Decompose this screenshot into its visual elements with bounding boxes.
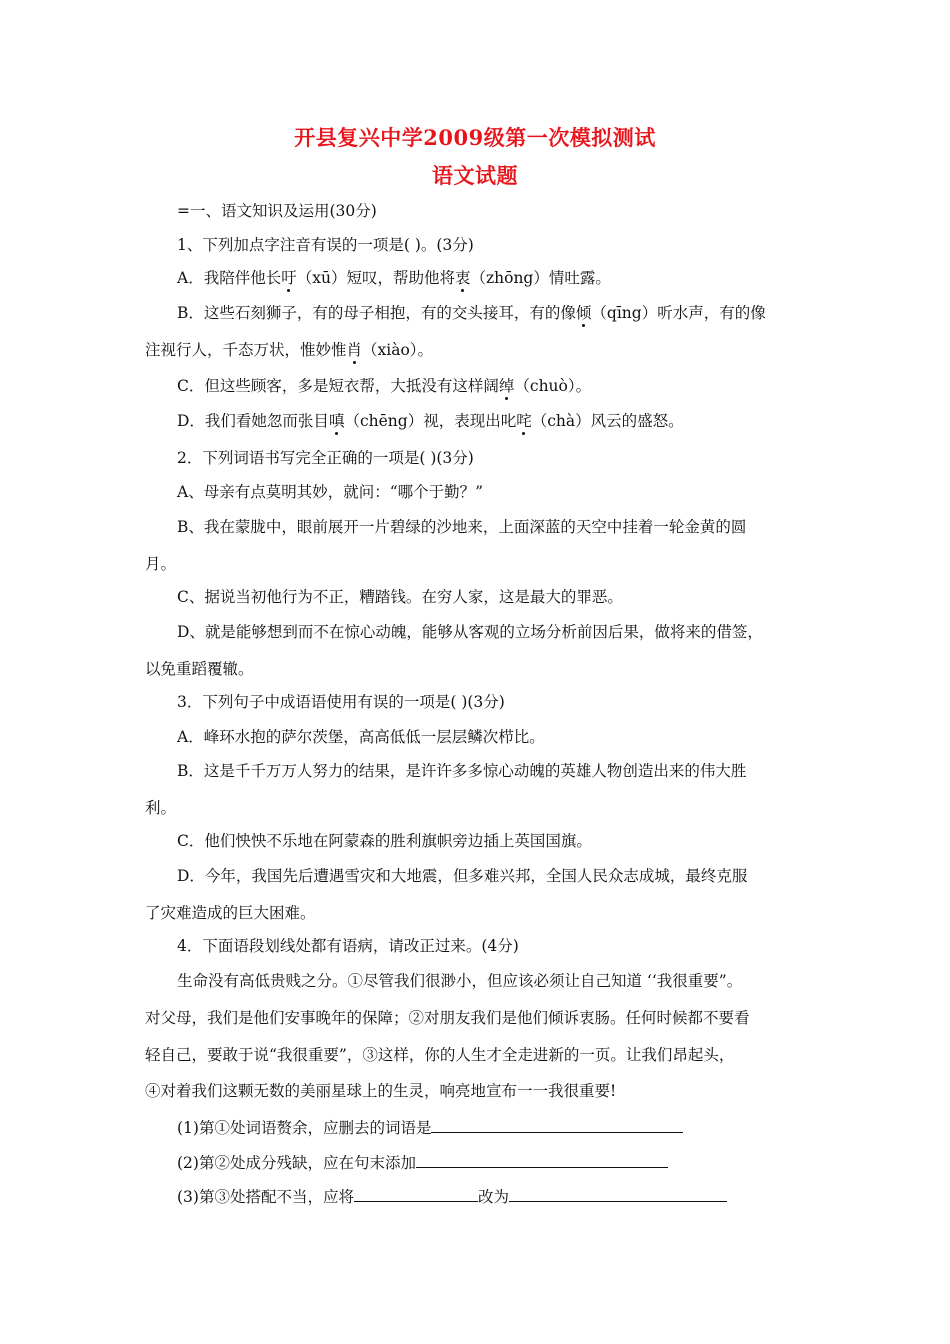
- q1-option-b-line2: 注视行人，千态万状，惟妙惟肖（xiào）。: [145, 341, 434, 359]
- dotted-char: 嗔: [328, 412, 345, 430]
- dotted-char: 肖: [346, 341, 363, 359]
- answer-blank[interactable]: [354, 1185, 478, 1202]
- exam-subtitle: 语文试题: [432, 163, 518, 188]
- q3-option-d-line1: D．今年，我国先后遭遇雪灾和大地震，但多难兴邦，全国人民众志成城，最终克服: [177, 867, 748, 885]
- q4-paragraph-line2: 对父母，我们是他们安事晚年的保障；②对朋友我们是他们倾诉衷肠。任何时候都不要看: [145, 1009, 750, 1027]
- q1-option-d: D．我们看她忽而张目嗔（chēng）视，表现出叱咤（chà）风云的盛怒。: [177, 412, 684, 430]
- q2-option-d-line1: D、就是能够想到而不在惊心动魄，能够从客观的立场分析前因后果，做将来的借签，: [177, 623, 763, 641]
- dotted-char: 咤: [516, 412, 532, 430]
- dotted-char: 绰: [498, 377, 515, 395]
- q4-sub3: (3)第③处搭配不当，应将 改为: [177, 1185, 817, 1207]
- answer-blank[interactable]: [509, 1185, 727, 1202]
- q3-option-b-line1: B．这是千千万万人努力的结果，是许许多多惊心动魄的英雄人物创造出来的伟大胜: [177, 762, 747, 780]
- q2-option-c: C、据说当初他行为不正，糟踏钱。在穷人家，这是最大的罪恶。: [177, 588, 623, 606]
- q4-sub2: (2)第②处成分残缺，应在句末添加: [177, 1151, 817, 1173]
- section-heading: =一、语文知识及运用(30分): [177, 202, 377, 220]
- q1-option-a: A．我陪伴他长吁（xū）短叹，帮助他将衷（zhōng）情吐露。: [177, 269, 611, 287]
- q3-option-a: A．峰环水抱的萨尔茨堡，高高低低一层层鳞次栉比。: [177, 728, 545, 746]
- exam-title: 开县复兴中学2009级第一次模拟测试: [294, 125, 656, 150]
- q4-sub1: (1)第①处词语赘余，应删去的词语是: [177, 1116, 817, 1138]
- dotted-char: 衷: [454, 269, 471, 287]
- q2-option-d-line2: 以免重蹈覆辙。: [145, 660, 254, 678]
- q2-option-b-line2: 月。: [145, 555, 177, 573]
- q2-stem: 2．下列词语书写完全正确的一项是( )(3分): [177, 449, 474, 467]
- q4-paragraph-line1: 生命没有高低贵贱之分。①尽管我们很渺小，但应该必须让自己知道 ‘‘我很重要”。: [177, 972, 743, 990]
- q1-option-b-line1: B．这些石刻狮子，有的母子相抱，有的交头接耳，有的像倾（qīng）听水声，有的像: [177, 304, 766, 322]
- q1-stem: 1、下列加点字注音有误的一项是( )。(3分): [177, 236, 474, 254]
- q1-option-c: C．但这些顾客，多是短衣帮，大抵没有这样阔绰（chuò）。: [177, 377, 592, 395]
- q4-stem: 4．下面语段划线处都有语病，请改正过来。(4分): [177, 937, 519, 955]
- q2-option-a: A、母亲有点莫明其妙，就问：“哪个于勤？”: [177, 483, 484, 501]
- answer-blank[interactable]: [416, 1151, 668, 1168]
- q3-option-c: C．他们怏怏不乐地在阿蒙森的胜利旗帜旁边插上英国国旗。: [177, 832, 592, 850]
- q3-stem: 3．下列句子中成语语使用有误的一项是( )(3分): [177, 693, 505, 711]
- q4-paragraph-line3: 轻自己，要敢于说“我很重要”，③这样，你的人生才全走进新的一页。让我们昂起头，: [145, 1046, 735, 1064]
- q3-option-d-line2: 了灾难造成的巨大困难。: [145, 904, 316, 922]
- q3-option-b-line2: 利。: [145, 799, 177, 817]
- dotted-char: 吁: [281, 269, 297, 287]
- q4-paragraph-line4: ④对着我们这颗无数的美丽星球上的生灵，响亮地宣布一一我很重要!: [145, 1082, 617, 1100]
- answer-blank[interactable]: [431, 1116, 683, 1133]
- q2-option-b-line1: B、我在蒙胧中，眼前展开一片碧绿的沙地来，上面深蓝的天空中挂着一轮金黄的圆: [177, 518, 747, 536]
- dotted-char: 倾: [575, 304, 592, 322]
